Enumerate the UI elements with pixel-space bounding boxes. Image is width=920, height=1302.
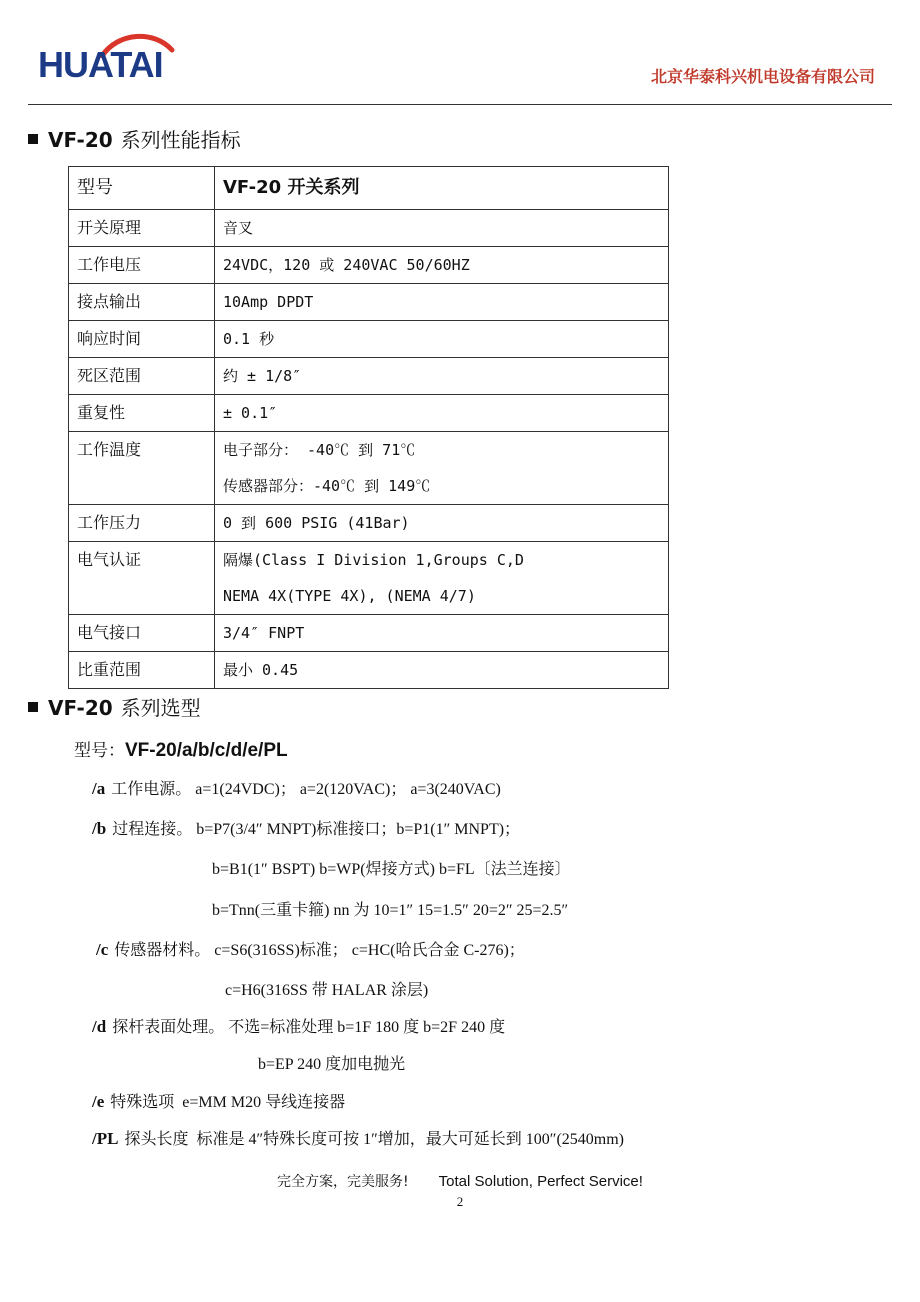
- option-b-line-3: [212, 897, 568, 920]
- option-values: b=B1(1″ BSPT) b=WP(焊接方式) b=FL〔法兰连接〕: [212, 861, 571, 878]
- row-value: [215, 395, 669, 432]
- option-d-line-2: [258, 1051, 405, 1074]
- option-e-line: [92, 1089, 345, 1112]
- value-text: 0.1 秒: [223, 330, 275, 348]
- key-text: 电气认证: [77, 550, 142, 569]
- header-value-text: VF-20 开关系列: [223, 177, 360, 198]
- option-values: b=P7(3/4″ MNPT)标准接口；b=P1(1″ MNPT)；: [196, 821, 521, 838]
- option-name: 探头长度: [124, 1129, 189, 1148]
- option-code: /b: [92, 819, 107, 838]
- row-key: [69, 542, 215, 615]
- option-code: /PL: [92, 1129, 119, 1148]
- option-values: a=1(24VDC)； a=2(120VAC)； a=3(240VAC): [195, 781, 501, 798]
- option-code: /e: [92, 1092, 105, 1111]
- value-text: 最小 0.45: [223, 661, 299, 679]
- page-number: 2: [456, 1194, 464, 1209]
- row-key: [69, 358, 215, 395]
- slogan-cn: 完全方案，完美服务!: [277, 1174, 409, 1190]
- option-c-line-2: [225, 977, 428, 1000]
- option-values: e=MM M20 导线连接器: [178, 1094, 346, 1111]
- table-row: [69, 432, 669, 505]
- value-text: 隔爆(Class I Division 1,Groups C,D: [223, 551, 524, 569]
- model-code-line: [74, 736, 288, 762]
- row-key: [69, 505, 215, 542]
- table-row: [69, 247, 669, 284]
- key-text: 电气接口: [77, 623, 142, 642]
- value-text: 3/4″ FNPT: [223, 624, 305, 642]
- table-row: [69, 395, 669, 432]
- section-title-performance: [28, 124, 241, 153]
- option-values: c=H6(316SS 带 HALAR 涂层): [225, 982, 429, 999]
- value-text: 音叉: [223, 219, 254, 237]
- option-values: 标准是 4″特殊长度可按 1″增加，最大可延长到 100″(2540mm): [192, 1131, 625, 1148]
- option-name: 探杆表面处理。: [112, 1017, 225, 1036]
- header-key-text: 型号: [77, 177, 113, 198]
- key-text: 工作压力: [77, 513, 142, 532]
- key-text: 响应时间: [77, 329, 142, 348]
- table-row: [69, 652, 669, 689]
- table-row: [69, 505, 669, 542]
- footer-slogan: [0, 1171, 920, 1191]
- row-value: [215, 210, 669, 247]
- slogan-en: Total Solution, Perfect Service!: [438, 1173, 643, 1190]
- value-text: 24VDC，120 或 240VAC 50/60HZ: [223, 256, 470, 274]
- value-text: 传感器部分：-40℃ 到 149℃: [223, 477, 431, 495]
- row-value: [215, 321, 669, 358]
- option-a-line: [92, 776, 501, 799]
- key-text: 开关原理: [77, 218, 142, 237]
- option-name: 工作电源。: [111, 779, 192, 798]
- option-b-line-2: [212, 856, 571, 879]
- key-text: 接点输出: [77, 292, 142, 311]
- row-key: [69, 395, 215, 432]
- option-values: 不选=标准处理 b=1F 180 度 b=2F 240 度: [228, 1019, 506, 1036]
- model-code-label: 型号：: [74, 741, 125, 761]
- option-values: b=Tnn(三重卡箍) nn 为 10=1″ 15=1.5″ 20=2″ 25=2.5″: [212, 902, 569, 919]
- row-value: [215, 615, 669, 652]
- section-title-selection: [28, 692, 201, 721]
- section-model: VF-20: [48, 696, 113, 720]
- logo-text: HUATAI: [38, 44, 163, 85]
- row-value: [215, 247, 669, 284]
- option-code: /d: [92, 1017, 107, 1036]
- value-text: 0 到 600 PSIG (41Bar): [223, 514, 410, 532]
- option-code: /a: [92, 779, 106, 798]
- key-text: 工作温度: [77, 440, 142, 459]
- value-text: 约 ± 1/8″: [223, 367, 302, 385]
- table-row: [69, 284, 669, 321]
- value-text: 10Amp DPDT: [223, 293, 314, 311]
- row-key: [69, 247, 215, 284]
- row-value: [215, 284, 669, 321]
- option-values: c=S6(316SS)标准； c=HC(哈氏合金 C-276)；: [214, 942, 525, 959]
- option-b-line: [92, 816, 520, 839]
- company-name: 北京华泰科兴机电设备有限公司: [650, 67, 875, 86]
- section-model: VF-20: [48, 128, 113, 152]
- key-text: 死区范围: [77, 366, 142, 385]
- row-value: [215, 652, 669, 689]
- row-key: [69, 432, 215, 505]
- option-c-line: [96, 937, 525, 960]
- value-text: 电子部分： -40℃ 到 71℃: [223, 441, 416, 459]
- table-header-row: [69, 167, 669, 210]
- row-key: [69, 321, 215, 358]
- square-bullet-icon: [28, 702, 38, 712]
- square-bullet-icon: [28, 134, 38, 144]
- table-row: [69, 358, 669, 395]
- table-row: [69, 615, 669, 652]
- option-name: 传感器材料。: [114, 940, 211, 959]
- row-value: [215, 432, 669, 505]
- huatai-logo: [38, 30, 188, 85]
- table-row: [69, 321, 669, 358]
- section-title-text: 系列性能指标: [120, 128, 241, 152]
- key-text: 比重范围: [77, 660, 142, 679]
- table-row: [69, 210, 669, 247]
- spec-table: [68, 166, 669, 689]
- key-text: 重复性: [77, 403, 126, 422]
- header-divider: [28, 104, 892, 105]
- option-code: /c: [96, 940, 109, 959]
- key-text: 工作电压: [77, 255, 142, 274]
- row-value: [215, 358, 669, 395]
- section-title-text: 系列选型: [120, 696, 201, 720]
- option-values: b=EP 240 度加电抛光: [258, 1056, 406, 1073]
- option-d-line: [92, 1014, 505, 1037]
- option-name: 特殊选项: [110, 1092, 175, 1111]
- option-pl-line: [92, 1126, 624, 1149]
- row-key: [69, 284, 215, 321]
- row-key: [69, 615, 215, 652]
- model-code: VF-20/a/b/c/d/e/PL: [125, 740, 288, 761]
- option-name: 过程连接。: [112, 819, 193, 838]
- table-row: [69, 542, 669, 615]
- row-key: [69, 652, 215, 689]
- value-text: NEMA 4X(TYPE 4X), (NEMA 4/7): [223, 587, 476, 605]
- table-header-value: [215, 167, 669, 210]
- row-value: [215, 505, 669, 542]
- row-key: [69, 210, 215, 247]
- row-value: [215, 542, 669, 615]
- value-text: ± 0.1″: [223, 404, 278, 422]
- table-header-key: [69, 167, 215, 210]
